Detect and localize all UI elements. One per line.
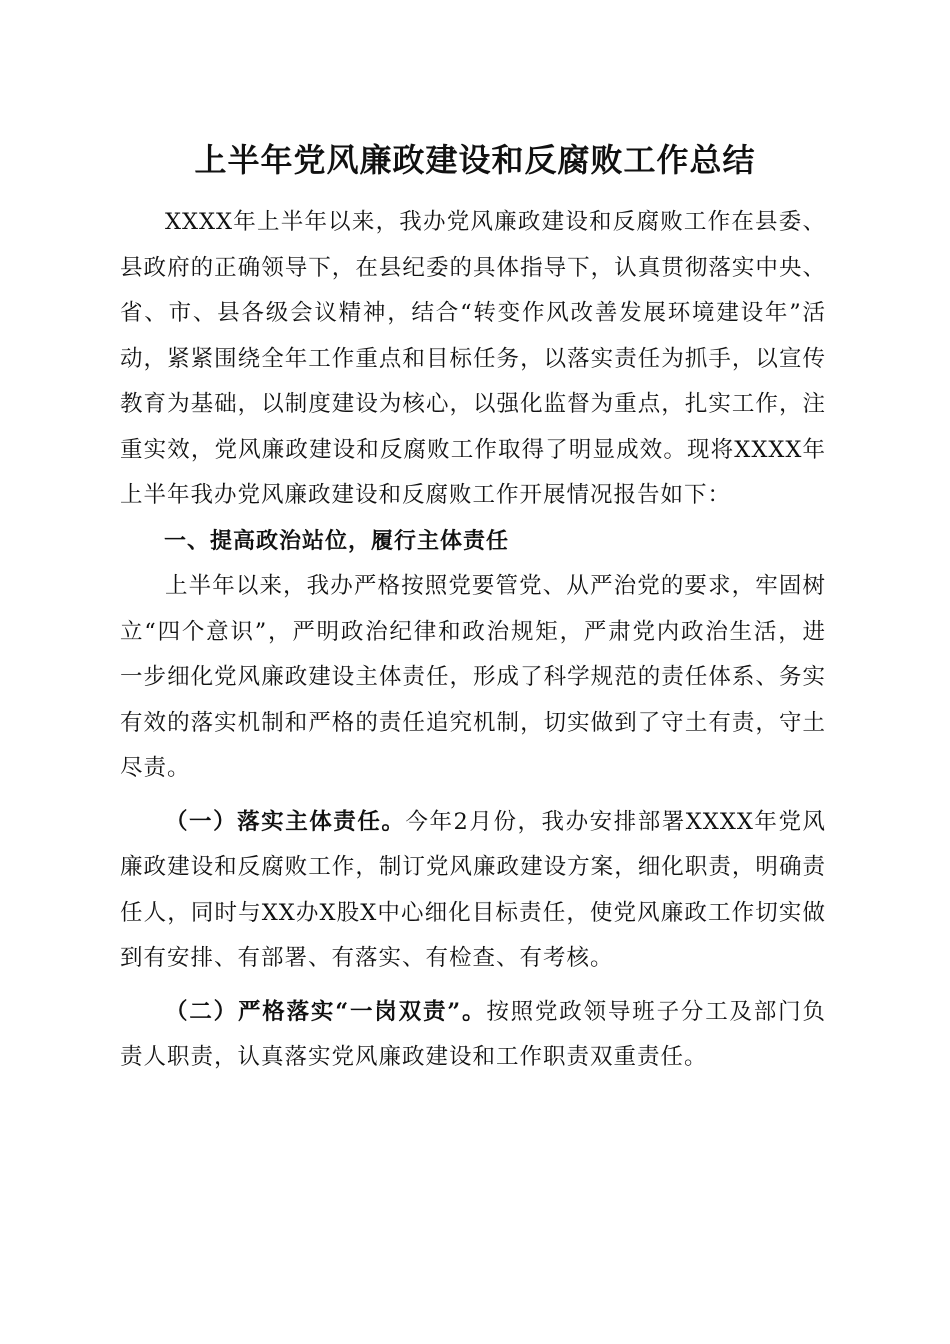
intro-paragraph: XXXX年上半年以来，我办党风廉政建设和反腐败工作在县委、县政府的正确领导下，在县纪委的具体指导下，认真贯彻落实中央、省、市、县各级会议精神，结合“转变作风改善发展环境建设年”活动，紧紧围绕全年工作重点和目标任务，以落实责任为抓手，以宣传教育为基础，以制度建设为核心，以强化监督为重点，扎实工作，注重实效，党风廉政建设和反腐败工作取得了明显成效。现将XXXX年上半年我办党风廉政建设和反腐败工作开展情况报告如下： xyxy=(120,209,826,508)
item-2-lead: （二）严格落实“一岗双责”。 xyxy=(165,998,487,1025)
section-1-paragraph: 上半年以来，我办严格按照党要管党、从严治党的要求，牢固树立“四个意识”，严明政治纪律和政治规矩，严肃党内政治生活，进一步细化党风廉政建设主体责任，形成了科学规范的责任体系、务实有效的落实机制和严格的责任追究机制，切实做到了守土有责，守土尽责。 xyxy=(120,573,826,781)
item-1-text: 今年2月份，我办安排部署XXXX年党风廉政建设和反腐败工作，制订党风廉政建设方案，细化职责，明确责任人，同时与XX办X股X中心细化目标责任，使党风廉政工作切实做到有安排、有部署、有落实、有检查、有考核。 xyxy=(120,808,826,971)
document-title: 上半年党风廉政建设和反腐败工作总结 xyxy=(194,141,756,179)
item-1-paragraph xyxy=(120,800,826,982)
section-1-heading: 一、提高政治站位，履行主体责任 xyxy=(164,528,510,554)
document-body xyxy=(120,200,826,1081)
item-2-text: 按照党政领导班子分工及部门负责人职责，认真落实党风廉政建设和工作职责双重责任。 xyxy=(120,998,826,1070)
item-2-paragraph xyxy=(120,990,826,1081)
item-1-lead: （一）落实主体责任。 xyxy=(165,808,406,835)
